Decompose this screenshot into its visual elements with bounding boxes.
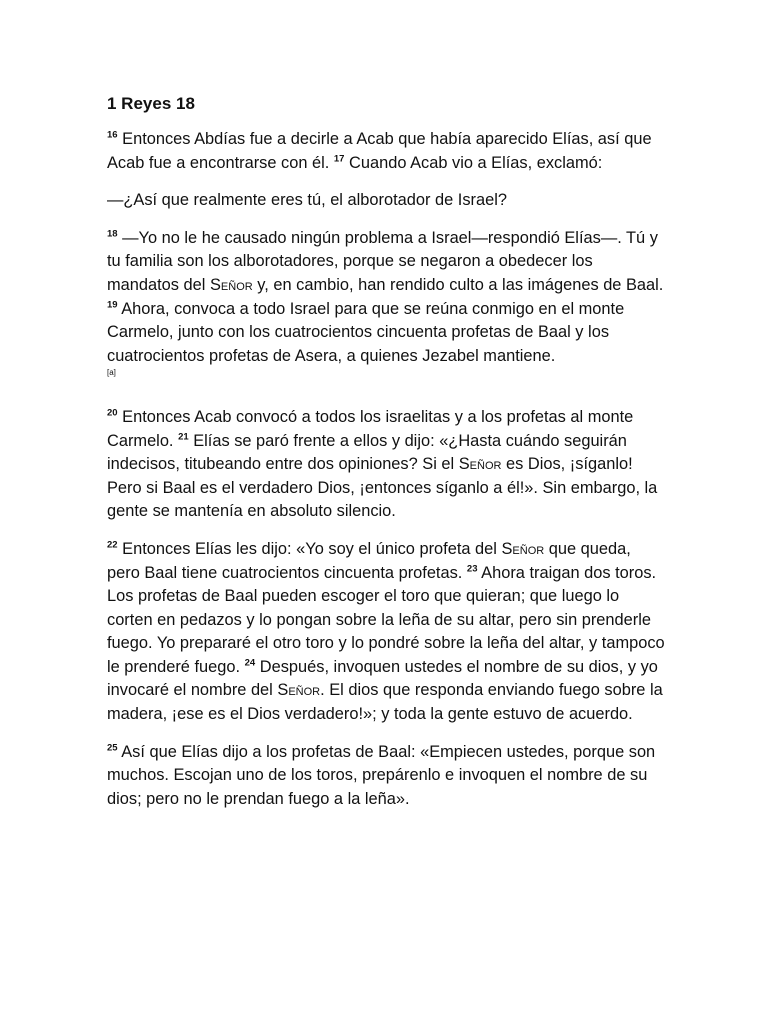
verse-number: 24 [244, 657, 256, 669]
verse-number: 21 [178, 431, 189, 443]
document-page [107, 92, 667, 825]
page-title: 1 Reyes 18 [107, 94, 195, 113]
paragraph-1 [107, 128, 667, 175]
verse-text: Después, invoquen ustedes el nombre de su dios, y yo invocaré el nombre del [107, 657, 658, 700]
verse-number: 18 [107, 228, 118, 240]
verse-text: Elías se paró frente a ellos y dijo: «¿Hasta cuándo seguirán indecisos, titubeando entre dos opiniones? Si el [107, 431, 627, 474]
paragraph-6 [107, 741, 667, 812]
lord-name: Señor [458, 455, 502, 474]
verse-number: 19 [107, 299, 118, 311]
verse-text: Cuando Acab vio a Elías, exclamó: [349, 153, 603, 172]
lord-name: Señor [209, 275, 253, 294]
lord-name: Señor [277, 681, 321, 700]
verse-number: 16 [107, 129, 118, 141]
paragraph-2 [107, 189, 667, 213]
verse-text: Entonces Abdías fue a decirle a Acab que había aparecido Elías, así que Acab fue a encontrarse con él. [107, 130, 652, 172]
verse-text: Ahora, convoca a todo Israel para que se reúna conmigo en el monte Carmelo, junto con los cuatrocientos cincuenta profetas de Baal y los cuatrocientos profetas de Asera, a quienes Jezabel mantiene. [107, 299, 625, 365]
verse-number: 22 [107, 539, 118, 551]
verse-text: Ahora traigan dos toros. Los profetas de Baal pueden escoger el toro que quieran; que luego lo corten en pedazos y lo pongan sobre la leña de su altar, pero sin prenderle fuego. Yo prepararé el otro toro y lo pondré sobre la leña del altar, y tampoco le prenderé fuego. [107, 563, 665, 676]
verse-number: 23 [466, 563, 478, 575]
lord-name: Señor [501, 539, 545, 558]
footnote-link[interactable]: [a] [107, 368, 116, 378]
verse-text: y, en cambio, han rendido culto a las imágenes de Baal. [257, 275, 664, 294]
verse-text: Entonces Elías les dijo: «Yo soy el único profeta del [122, 539, 497, 558]
paragraph-4 [107, 406, 667, 524]
verse-number: 20 [107, 407, 118, 419]
paragraph-3 [107, 227, 667, 392]
verse-number: 25 [107, 742, 118, 754]
verse-text: Entonces Acab convocó a todos los israelitas y a los profetas al monte Carmelo. [107, 407, 634, 450]
verse-text: Así que Elías dijo a los profetas de Baal: «Empiecen ustedes, porque son muchos. Escojan uno de los toros, prepárenlo e invoquen el nombre de su dios; pero no le prendan fuego a la leña». [107, 742, 656, 808]
verse-number: 17 [333, 153, 345, 165]
verse-text: . El dios que responda enviando fuego sobre la madera, ¡ese es el Dios verdadero!»; y toda la gente estuvo de acuerdo. [107, 681, 663, 724]
verse-text: —¿Así que realmente eres tú, el alborotador de Israel? [107, 191, 507, 210]
verse-text: que queda, pero Baal tiene cuatrocientos cincuenta profetas. [107, 539, 631, 582]
verse-text: —Yo no le he causado ningún problema a Israel—respondió Elías—. Tú y tu familia son los alborotadores, porque se negaron a obedecer los mandatos del [107, 228, 658, 294]
verse-text: es Dios, ¡síganlo! Pero si Baal es el verdadero Dios, ¡entonces síganlo a él!». Sin embargo, la gente se mantenía en absoluto silencio. [107, 455, 658, 521]
paragraph-5 [107, 538, 667, 727]
